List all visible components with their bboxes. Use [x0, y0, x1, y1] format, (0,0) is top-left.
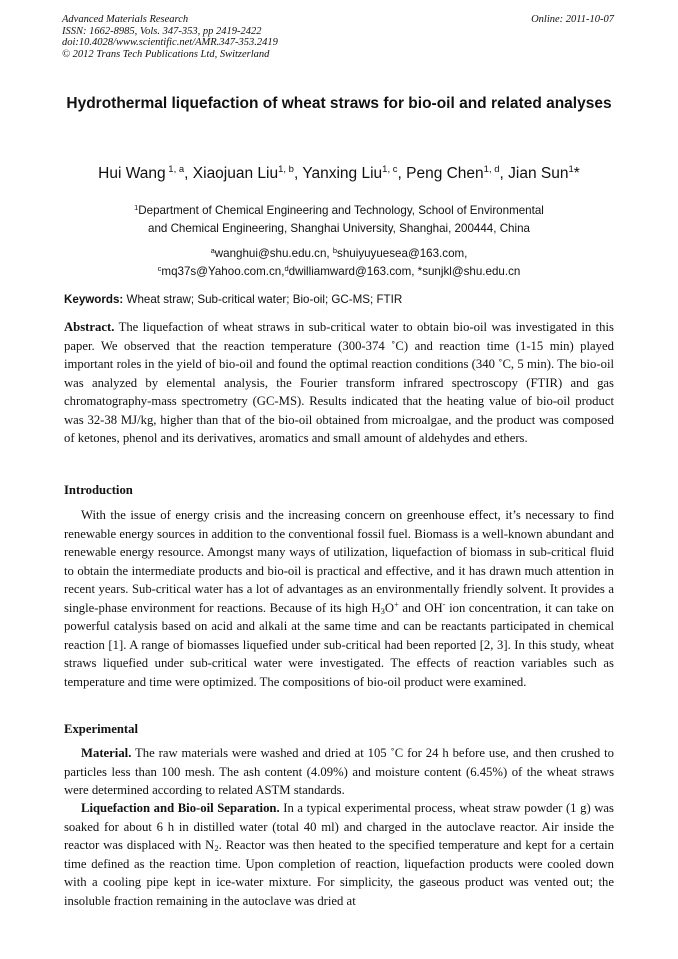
- author-affiliation-mark: 1, a: [165, 164, 185, 175]
- author-affiliation-mark: 1: [568, 164, 574, 175]
- author-affiliation-mark: 1, b: [278, 164, 294, 175]
- abstract-label: Abstract.: [64, 320, 115, 334]
- author-affiliation-mark: 1, d: [483, 164, 500, 175]
- author-name: Xiaojuan Liu: [192, 165, 279, 182]
- paper-title: Hydrothermal liquefaction of wheat straws for bio-oil and related analyses: [66, 95, 612, 112]
- journal-header: [62, 14, 614, 60]
- online-date: Online: 2011-10-07: [531, 14, 614, 25]
- email-line: [64, 263, 614, 281]
- email-address: wanghui@shu.edu.cn,: [214, 247, 333, 260]
- author-separator: ,: [397, 165, 407, 182]
- paragraph-text: and OH: [398, 600, 443, 615]
- journal-name: Advanced Materials Research: [62, 14, 189, 25]
- superscript: -: [442, 598, 446, 609]
- paragraph-text: With the issue of energy crisis and the increasing concern on greenhouse effect, it’s necessary to find renewable energy sources in addition to the conventional fossil fuel. Biomass is a well-known abundant and renewable energy resource. Amongst many ways of utilization, liquefaction of biomass in sub-critical fluid to obtain the intermediate products and bio-oil is practical and effective, and it has drawn much attention in recent years. Sub-critical water has a lot of advantages as an environmentally friendly solvent. It provides a single-phase environment for reactions. Because of its high H: [64, 508, 614, 615]
- keywords-label: Keywords:: [64, 293, 124, 306]
- abstract: [64, 318, 614, 448]
- author-name: Jian Sun: [508, 165, 569, 182]
- affiliation: [64, 202, 614, 238]
- paragraph-text: . Reactor was then heated to the specified temperature and kept for a certain time defined as the reaction time. Upon completion of reaction, liquefaction products were cooled down with a cooling pipe kept in ice-water mixture. For simplicity, the gaseous product was vented out; the insoluble fraction remaining in the autoclave was dried at: [64, 838, 615, 908]
- author-affiliation-mark: 1, c: [382, 164, 398, 175]
- affiliation-text: Department of Chemical Engineering and Technology, School of Environmental: [138, 204, 544, 217]
- author-emails: [64, 245, 614, 281]
- paragraph-label: Material.: [81, 746, 132, 760]
- introduction-paragraph: [64, 506, 614, 691]
- material-paragraph: [64, 744, 614, 800]
- abstract-text: The liquefaction of wheat straws in sub-critical water to obtain bio-oil was investigated in this paper. We observed that the reaction temperature (300-374 ˚C) and reaction time (1-15 min) played important roles in the yield of bio-oil and found the optimal reaction conditions (340 ˚C, 5 min). The bio-oil was analyzed by elemental analysis, the Fourier transform infrared spectroscopy (FTIR) and gas chromatography-mass spectrometry (GC-MS). Results indicated that the heating value of bio-oil product was 32-38 MJ/kg, higher than that of the bio-oil obtained from microalgae, and the product was composed of ketones, phenol and its derivatives, aromatics and small amount of aldehydes and ethers.: [64, 320, 614, 445]
- email-mark: d: [284, 264, 289, 273]
- email-mark: c: [157, 264, 162, 273]
- email-address: mq37s@Yahoo.com.cn,: [161, 265, 285, 278]
- keywords: [64, 292, 614, 308]
- journal-doi: doi:10.4028/www.scientific.net/AMR.347-353.2419: [62, 37, 278, 48]
- author-separator: ,: [184, 165, 193, 182]
- subscript: 2: [214, 843, 219, 853]
- superscript: +: [394, 598, 399, 609]
- affiliation-line: and Chemical Engineering, Shanghai University, Shanghai, 200444, China: [148, 222, 530, 235]
- email-mark: b: [332, 246, 338, 255]
- section-heading-experimental: Experimental: [64, 722, 139, 736]
- section-heading-introduction: Introduction: [64, 483, 133, 497]
- paragraph-text: ion concentration, it can take on powerful catalysis based on acid and alkali at the same time and can be reactants participated in chemical reaction [1]. A range of biomasses liquefied under sub-critical had been reported [2, 3]. In this study, wheat straws liquefied under sub-critical water were investigated. The effects of reaction variables such as temperature and time were optimized. The compositions of bio-oil product were examined.: [64, 600, 614, 689]
- corresponding-author-mark: *: [573, 165, 580, 182]
- paragraph-label: Liquefaction and Bio-oil Separation.: [81, 801, 280, 815]
- affiliation-mark: 1: [134, 203, 139, 212]
- author-name: Hui Wang: [98, 165, 166, 182]
- paragraph-text: The raw materials were washed and dried at 105 ˚C for 24 h before use, and then crushed to particles less than 100 mesh. The ash content (4.09%) and moisture content (6.45%) of the wheat straws were determined according to related ASTM standards.: [64, 746, 614, 797]
- journal-issn: ISSN: 1662-8985, Vols. 347-353, pp 2419-2422: [62, 25, 262, 37]
- author-separator: ,: [293, 165, 303, 182]
- affiliation-line: [64, 202, 614, 220]
- paragraph-text: In a typical experimental process, wheat straw powder (1 g) was soaked for about 6 h in distilled water (total 40 ml) and charged in the autoclave reactor. Air inside the reactor was displaced with N: [64, 801, 614, 852]
- email-address: dwilliamward@163.com, *sunjkl@shu.edu.cn: [288, 265, 521, 278]
- author-list: [40, 164, 638, 184]
- keywords-text: Wheat straw; Sub-critical water; Bio-oil; GC-MS; FTIR: [123, 293, 403, 306]
- author-name: Peng Chen: [406, 165, 484, 182]
- email-mark: a: [210, 246, 215, 255]
- email-line: [64, 245, 614, 263]
- paragraph-text: O: [384, 600, 395, 615]
- author-separator: ,: [499, 165, 509, 182]
- liquefaction-paragraph: [64, 799, 614, 910]
- subscript: 3: [380, 605, 385, 616]
- journal-copyright: © 2012 Trans Tech Publications Ltd, Switzerland: [62, 48, 270, 60]
- author-name: Yanxing Liu: [302, 165, 383, 182]
- email-address: shuiyuyuesea@163.com,: [337, 247, 468, 260]
